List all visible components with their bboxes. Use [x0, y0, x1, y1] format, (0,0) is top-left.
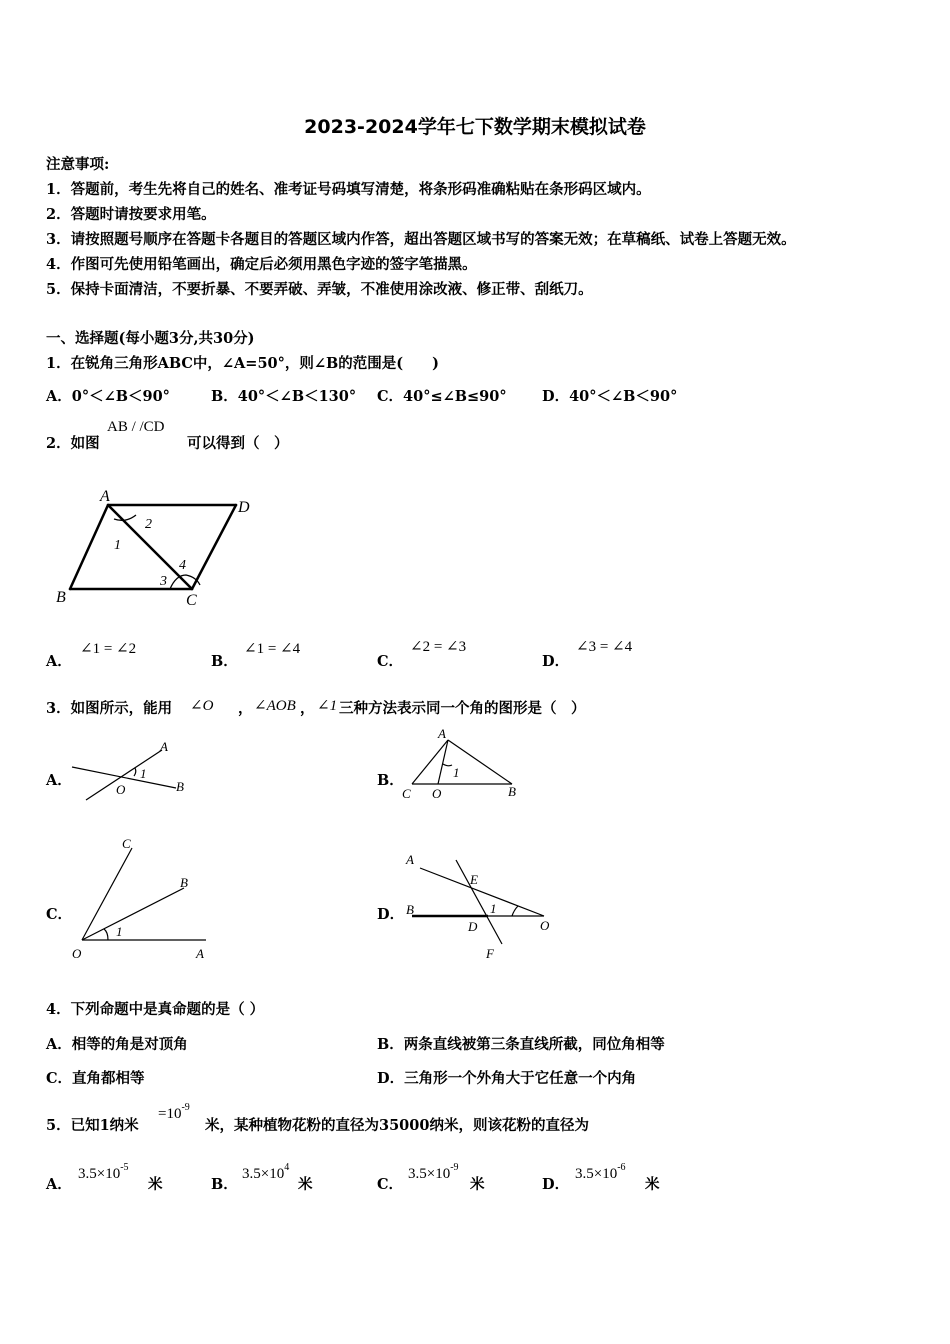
- q1-option-d: D．40°＜∠B＜90°: [542, 388, 678, 405]
- q3a-label-a: A: [160, 739, 168, 754]
- q3-figure-a: [70, 735, 200, 805]
- q3d-label-f: F: [486, 946, 494, 961]
- q3c-label-b: B: [180, 875, 188, 890]
- q3-symbol-o: ∠O: [190, 698, 214, 714]
- section-heading: 一、选择题(每小题3分,共30分): [46, 330, 255, 347]
- notice-item: 5．保持卡面清洁，不要折暴、不要弄破、弄皱，不准使用涂改液、修正带、刮纸刀。: [46, 281, 593, 298]
- q3a-label-1: 1: [140, 766, 147, 781]
- q5-stem-post: 米，某种植物花粉的直径为35000纳米，则该花粉的直径为: [205, 1117, 589, 1134]
- q5-equation: $=10^{-9}$: [158, 1102, 190, 1122]
- q2-letter-b: B．: [211, 653, 238, 670]
- q3-stem-post: 三种方法表示同一个角的图形是（ ）: [339, 700, 586, 717]
- q5-option-c: $3.5\times 10^{-9}$: [408, 1162, 459, 1182]
- q2-letter-c: C．: [377, 653, 404, 670]
- q5-option-a: $3.5\times 10^{-5}$: [78, 1162, 129, 1182]
- q5-letter-b: B．: [211, 1176, 238, 1193]
- q3d-label-e: E: [470, 872, 478, 887]
- notice-item: 4．作图可先使用铅笔画出，确定后必须用黑色字迹的签字笔描黑。: [46, 256, 477, 273]
- q2-label-4: 4: [179, 558, 186, 573]
- q5-letter-a: A．: [46, 1176, 72, 1193]
- q3b-label-a: A: [438, 726, 446, 741]
- q3-symbol-1: ∠1: [317, 698, 338, 714]
- q3b-label-c: C: [402, 786, 411, 801]
- q3-stem-pre: 3．如图所示，能用: [46, 700, 173, 717]
- q2-label-3: 3: [160, 574, 167, 589]
- q2-formula: AB / /CD: [107, 419, 165, 435]
- q3-figure-d: [398, 848, 558, 964]
- q5-unit: 米: [645, 1176, 660, 1193]
- q3-figure-c: [68, 832, 218, 964]
- notice-item: 3．请按照题号顺序在答题卡各题目的答题区域内作答，超出答题区域书写的答案无效；在草稿纸、试卷上答题无效。: [46, 231, 796, 248]
- q2-option-d: ∠3 = ∠4: [576, 639, 633, 655]
- q3b-label-1: 1: [453, 765, 460, 780]
- q2-letter-d: D．: [542, 653, 570, 670]
- q3d-label-o: O: [540, 918, 550, 933]
- q2-label-b: B: [56, 589, 66, 606]
- q4-option-d: D．三角形一个外角大于它任意一个内角: [377, 1070, 637, 1087]
- q2-stem-post: 可以得到（ ）: [187, 435, 289, 452]
- q4-stem: 4．下列命题中是真命题的是（ ）: [46, 1001, 265, 1018]
- notice-item: 1．答题前，考生先将自己的姓名、准考证号码填写清楚，将条形码准确粘贴在条形码区域内。: [46, 181, 651, 198]
- q1-option-c: C．40°≤∠B≤90°: [377, 388, 507, 405]
- q2-option-c: ∠2 = ∠3: [410, 639, 467, 655]
- q3-separator: ，: [300, 700, 315, 717]
- q4-option-b: B．两条直线被第三条直线所截，同位角相等: [377, 1036, 665, 1053]
- q3d-label-a: A: [406, 852, 414, 867]
- q3c-label-c: C: [122, 836, 131, 851]
- q3-figure-b: [398, 722, 528, 802]
- q5-unit: 米: [470, 1176, 485, 1193]
- q5-unit: 米: [148, 1176, 163, 1193]
- q4-option-a: A．相等的角是对顶角: [46, 1036, 188, 1053]
- q3-letter-b: B．: [377, 772, 404, 789]
- q3d-label-b: B: [406, 902, 414, 917]
- q3c-label-o: O: [72, 946, 82, 961]
- q3b-label-o: O: [432, 786, 442, 801]
- q2-letter-a: A．: [46, 653, 72, 670]
- q5-letter-d: D．: [542, 1176, 570, 1193]
- q3c-label-a: A: [196, 946, 204, 961]
- q3c-label-1: 1: [116, 924, 123, 939]
- q5-letter-c: C．: [377, 1176, 404, 1193]
- q3d-label-1: 1: [490, 901, 497, 916]
- q3-letter-a: A．: [46, 772, 72, 789]
- q2-label-c: C: [186, 592, 197, 607]
- q3-separator: ，: [238, 700, 253, 717]
- q2-option-b: ∠1 = ∠4: [244, 641, 301, 657]
- q3b-label-b: B: [508, 784, 516, 799]
- q3a-label-o: O: [116, 782, 126, 797]
- q2-option-a: ∠1 = ∠2: [80, 641, 137, 657]
- q5-unit: 米: [298, 1176, 313, 1193]
- q2-label-d: D: [238, 499, 250, 516]
- q1-option-a: A．0°＜∠B＜90°: [46, 388, 170, 405]
- notice-heading: 注意事项:: [46, 156, 110, 173]
- q3-letter-d: D．: [377, 906, 405, 923]
- q1-stem: 1．在锐角三角形ABC中，∠A=50°，则∠B的范围是( ): [46, 355, 440, 372]
- q3a-label-b: B: [176, 779, 184, 794]
- q2-label-a: A: [100, 488, 110, 505]
- q5-option-b: $3.5\times 10^4$: [242, 1162, 290, 1182]
- q2-label-2: 2: [145, 517, 152, 532]
- q5-option-d: $3.5\times 10^{-6}$: [575, 1162, 626, 1182]
- q3-letter-c: C．: [46, 906, 73, 923]
- notice-item: 2．答题时请按要求用笔。: [46, 206, 216, 223]
- q2-parallelogram-figure: [52, 485, 258, 607]
- page-title: 2023-2024学年七下数学期末模拟试卷: [304, 116, 646, 138]
- q5-stem-pre: 5．已知1纳米: [46, 1117, 139, 1134]
- q1-option-b: B．40°＜∠B＜130°: [211, 388, 357, 405]
- q4-option-c: C．直角都相等: [46, 1070, 145, 1087]
- q3d-label-d: D: [468, 919, 478, 934]
- q2-stem-pre: 2．如图: [46, 435, 100, 452]
- q3-symbol-aob: ∠AOB: [254, 698, 296, 714]
- q2-label-1: 1: [114, 538, 121, 553]
